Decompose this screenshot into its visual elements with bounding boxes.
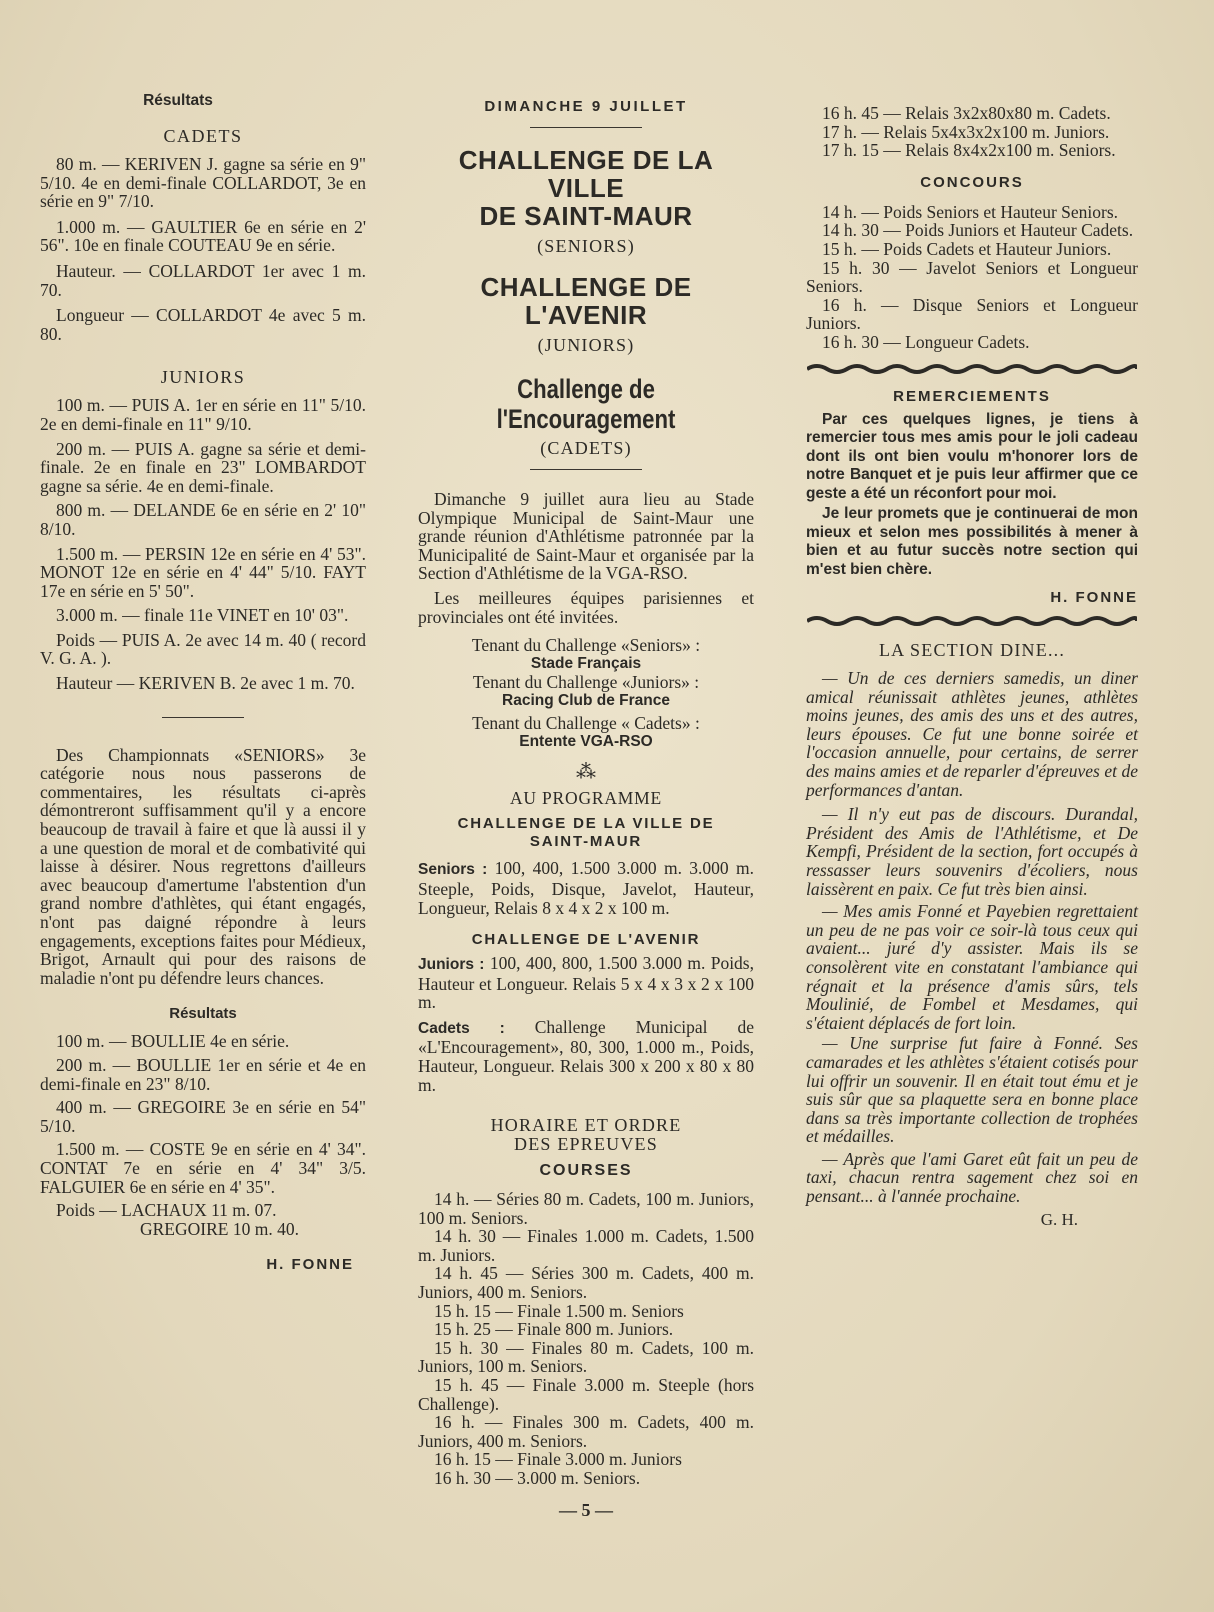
result-entry: 1.500 m. — COSTE 9e en série en 4' 34". CONTAT 7e en série en 4' 34" 3/5. FALGUIER 6e en série en 4' 35".	[40, 1139, 366, 1197]
schedule-entry: 14 h. 45 — Séries 300 m. Cadets, 400 m. Juniors, 400 m. Seniors.	[418, 1263, 754, 1303]
result-entry: 200 m. — PUIS A. gagne sa série et demi-finale. 2e en finale en 23" LOMBARDOT gagne sa série. 4e en demi-finale.	[40, 438, 366, 496]
schedule-entry: 15 h. — Poids Cadets et Hauteur Juniors.	[822, 238, 1112, 259]
programme-challenge-2: CHALLENGE DE L'AVENIR	[471, 931, 701, 949]
thanks-text	[806, 411, 1138, 580]
schedule-entry: 16 h. 45 — Relais 3x2x80x80 m. Cadets.	[822, 103, 1111, 123]
schedule-entry: 17 h. — Relais 5x4x3x2x100 m. Juniors.	[822, 121, 1110, 142]
seniors-events: 100, 400, 1.500 3.000 m. 3.000 m. Steeple, Poids, Disque, Javelot, Hauteur, Longueur, Relais 8 x 4 x 2 x 100 m.	[418, 858, 755, 918]
holder-name: Racing Club de France	[502, 691, 670, 709]
schedule-heading	[418, 1116, 754, 1154]
schedule-entry: 17 h. 15 — Relais 8x4x2x100 m. Seniors.	[822, 140, 1116, 161]
cadets-events: Challenge Municipal de «L'Encouragement», 80, 300, 1.000 m., Poids, Hauteur, Longueur. Relais 300 x 200 x 80 x 80 m.	[418, 1016, 754, 1095]
results-heading-2: Résultats	[169, 1005, 237, 1023]
thanks-paragraph: Je leur promets que je continuerai de mon mieux et selon mes possibilités à mener à bien et au futur succès notre section qui m'est bien chère.	[806, 505, 1138, 578]
wavy-divider	[807, 614, 1137, 628]
challenge-title-cadets: Challenge de l'Encouragement	[496, 374, 676, 434]
thanks-heading: REMERCIEMENTS	[893, 387, 1051, 405]
result-entry: 800 m. — DELANDE 6e en série en 2' 10" 8/10.	[40, 500, 366, 539]
dinner-paragraph: — Mes amis Fonné et Payebien regrettaient un peu de ne pas voir ce soir-là tous ceux qui avaient... juré d'y assister. Mais ils se consolèrent vite en constatant l'ambiance qui régnait et la présence d'amis sûrs, tels Moulinié, de Fombel et Mesdames, qui s'étaient déplacés de fort loin.	[806, 901, 1138, 1033]
programme-challenge-1: CHALLENGE DE LA VILLE DE SAINT-MAUR	[457, 815, 715, 851]
challenge-title-seniors	[418, 146, 754, 230]
seniors-label: Seniors :	[418, 861, 488, 879]
concours-heading: CONCOURS	[920, 173, 1024, 191]
cadets-results	[40, 155, 366, 343]
schedule-entry: 14 h. 30 — Poids Juniors et Hauteur Cadets.	[822, 220, 1134, 241]
divider	[530, 127, 642, 128]
divider	[530, 469, 642, 470]
column-left	[40, 0, 366, 1273]
schedule-entry: 16 h. 15 — Finale 3.000 m. Juniors	[434, 1449, 682, 1470]
result-entry: Poids — LACHAUX 11 m. 07.	[56, 1200, 277, 1221]
result-entry: Longueur — COLLARDOT 4e avec 5 m. 80.	[40, 305, 366, 344]
dinner-paragraph: — Après que l'ami Garet eût fait un peu de taxi, chacun rentra sagement chez soi en pensant... à l'année prochaine.	[806, 1148, 1138, 1207]
dinner-signature: G. H.	[1040, 1209, 1078, 1229]
dinner-paragraph: — Une surprise fut faire à Fonné. Ses camarades et les athlètes s'étaient cotisés pour lui offrir un souvenir. Il en était tout ému et je suis sûr que sa plaquette sera en bonne place dans sa très importante collection de trophées et médailles.	[806, 1033, 1138, 1147]
seniors-results	[40, 1032, 366, 1238]
thanks-signature: H. FONNE	[1050, 589, 1138, 607]
seniors-commentary: Des Championnats «SENIORS» 3e catégorie nous nous passerons de commentaires, les résultats ci-après démontreront suffisamment qu'il y a encore beaucoup de travail à faire et que là aussi il y a une question de moral et de combativité qui laisse à désirer. Nous regrettons d'ailleurs avec beaucoup d'amertume l'abstention d'un grand nombre d'athlètes, qui étant engagés, n'ont pas daigné répondre à leurs engagements, exceptions faites pour Médieux, Brigot, Arnault qui pour des raisons de maladie n'ont pu défendre leurs chances.	[40, 744, 366, 988]
category-seniors: (SENIORS)	[537, 236, 635, 256]
result-entry: 80 m. — KERIVEN J. gagne sa série en 9" 5/10. 4e en demi-finale COLLARDOT, 3e en série en 9" 7/10.	[40, 154, 366, 212]
intro-paragraph: Dimanche 9 juillet aura lieu au Stade Olympique Municipal de Saint-Maur une grande réunion d'Athlétisme patronnée par la Municipalité de Saint-Maur et organisée par la Section d'Athlétisme de la VGA-RSO.	[418, 489, 754, 584]
result-entry: Hauteur — KERIVEN B. 2e avec 1 m. 70.	[56, 673, 355, 694]
holder-label: Tenant du Challenge «Seniors» :	[471, 635, 701, 656]
dinner-heading: LA SECTION DINE...	[878, 640, 1066, 661]
challenge-title-juniors: CHALLENGE DE L'AVENIR	[480, 272, 692, 330]
wavy-divider	[807, 362, 1137, 376]
result-entry: 1.500 m. — PERSIN 12e en série en 4' 53". MONOT 12e en série en 4' 44" 5/10. FAYT 17e en série en 5' 50".	[40, 543, 366, 601]
schedule-entry: 14 h. 30 — Finales 1.000 m. Cadets, 1.500 m. Juniors.	[418, 1226, 754, 1265]
schedule-entry: 16 h. 30 — 3.000 m. Seniors.	[434, 1468, 641, 1488]
holder-name: Stade Français	[530, 654, 642, 672]
schedule-entry: 15 h. 45 — Finale 3.000 m. Steeple (hors Challenge).	[418, 1375, 754, 1414]
author-signature: H. FONNE	[266, 1256, 354, 1274]
cadets-heading: CADETS	[163, 126, 243, 146]
date-heading: DIMANCHE 9 JUILLET	[484, 98, 688, 115]
title-line: DE SAINT-MAUR	[479, 201, 693, 231]
schedule-entry: 14 h. — Poids Seniors et Hauteur Seniors.	[822, 201, 1119, 222]
result-entry: 400 m. — GREGOIRE 3e en série en 54" 5/10.	[40, 1097, 366, 1136]
dinner-paragraph: — Un de ces derniers samedis, un diner amical réunissait athlètes jeunes, athlètes moins jeunes, des amis des uns et des autres, leurs épouses. Ce fut une bonne soirée et l'occasion annuelle, pour certains, de serrer des mains amies et de reparler d'épreuves et de performances d'antan.	[806, 668, 1138, 800]
programme-juniors	[418, 954, 754, 1012]
results-heading: Résultats	[143, 92, 213, 109]
result-entry: Hauteur. — COLLARDOT 1er avec 1 m. 70.	[40, 260, 366, 300]
concours-schedule	[806, 203, 1138, 352]
schedule-entry: 16 h. — Disque Seniors et Longueur Juniors.	[806, 294, 1138, 334]
intro-paragraph: Les meilleures équipes parisiennes et provinciales ont été invitées.	[418, 587, 754, 627]
juniors-events: 100, 400, 800, 1.500 3.000 m. Poids, Hauteur et Longueur. Relais 5 x 4 x 3 x 2 x 100 m.	[418, 953, 754, 1013]
programme-cadets	[418, 1018, 754, 1094]
dinner-paragraph: — Il n'y eut pas de discours. Durandal, Président des Amis de l'Athlétisme, et De Kempfi, Président de la section, fort occupés à ressasser leurs souvenirs d'écoliers, nous laissèrent en paix. Ce fut très bien ainsi.	[806, 804, 1138, 899]
challenge-holders	[418, 636, 754, 751]
asterism: ⁂	[576, 761, 596, 784]
holder-name: Entente VGA-RSO	[519, 732, 653, 750]
schedule-heading-line: HORAIRE ET ORDRE	[490, 1115, 682, 1136]
result-entry: GREGOIRE 10 m. 40.	[140, 1218, 299, 1239]
result-entry: 100 m. — PUIS A. 1er en série en 11" 5/10. 2e en demi-finale en 11" 9/10.	[40, 395, 366, 434]
result-entry: 3.000 m. — finale 11e VINET en 10' 03".	[56, 605, 349, 626]
schedule-entry: 14 h. — Séries 80 m. Cadets, 100 m. Juniors, 100 m. Seniors.	[418, 1189, 754, 1228]
divider	[162, 717, 244, 718]
schedule-heading-line: DES EPREUVES	[514, 1134, 658, 1155]
result-entry: Poids — PUIS A. 2e avec 14 m. 40 ( record V. G. A. ).	[40, 629, 366, 669]
courses-schedule	[418, 1190, 754, 1488]
schedule-entry: 15 h. 30 — Javelot Seniors et Longueur Seniors.	[806, 257, 1138, 297]
schedule-entry: 15 h. 25 — Finale 800 m. Juniors.	[434, 1319, 674, 1340]
result-entry: 200 m. — BOULLIE 1er en série et 4e en demi-finale en 23" 8/10.	[40, 1054, 366, 1094]
title-line: CHALLENGE DE LA VILLE	[458, 145, 714, 203]
schedule-entry: 15 h. 30 — Finales 80 m. Cadets, 100 m. Juniors, 100 m. Seniors.	[418, 1337, 754, 1377]
relay-schedule	[806, 104, 1138, 160]
holder-label: Tenant du Challenge « Cadets» :	[472, 713, 700, 734]
programme-seniors	[418, 859, 754, 917]
result-entry: 1.000 m. — GAULTIER 6e en série en 2' 56". 10e en finale COUTEAU 9e en série.	[40, 216, 366, 256]
column-center	[418, 0, 754, 1521]
juniors-results	[40, 396, 366, 692]
schedule-entry: 15 h. 15 — Finale 1.500 m. Seniors	[434, 1300, 684, 1321]
result-entry: 100 m. — BOULLIE 4e en série.	[56, 1031, 290, 1052]
holder-label: Tenant du Challenge «Juniors» :	[472, 672, 700, 693]
juniors-label: Juniors :	[418, 956, 485, 974]
page-number: — 5 —	[559, 1499, 613, 1520]
category-juniors: (JUNIORS)	[537, 335, 635, 355]
cadets-label: Cadets :	[418, 1019, 505, 1037]
column-right	[806, 0, 1138, 1230]
thanks-paragraph: Par ces quelques lignes, je tiens à remercier tous mes amis pour le joli cadeau dont ils ont bien voulu m'honorer lors de notre Banquet et je puis leur affirmer que ce geste a été un réconfort pour moi.	[806, 410, 1138, 502]
schedule-entry: 16 h. 30 — Longueur Cadets.	[822, 331, 1030, 352]
dinner-article	[806, 669, 1138, 1206]
juniors-heading: JUNIORS	[160, 367, 246, 388]
programme-heading: AU PROGRAMME	[509, 788, 663, 809]
category-cadets: (CADETS)	[540, 438, 632, 458]
schedule-entry: 16 h. — Finales 300 m. Cadets, 400 m. Juniors, 400 m. Seniors.	[418, 1412, 754, 1451]
courses-heading: COURSES	[539, 1162, 633, 1180]
